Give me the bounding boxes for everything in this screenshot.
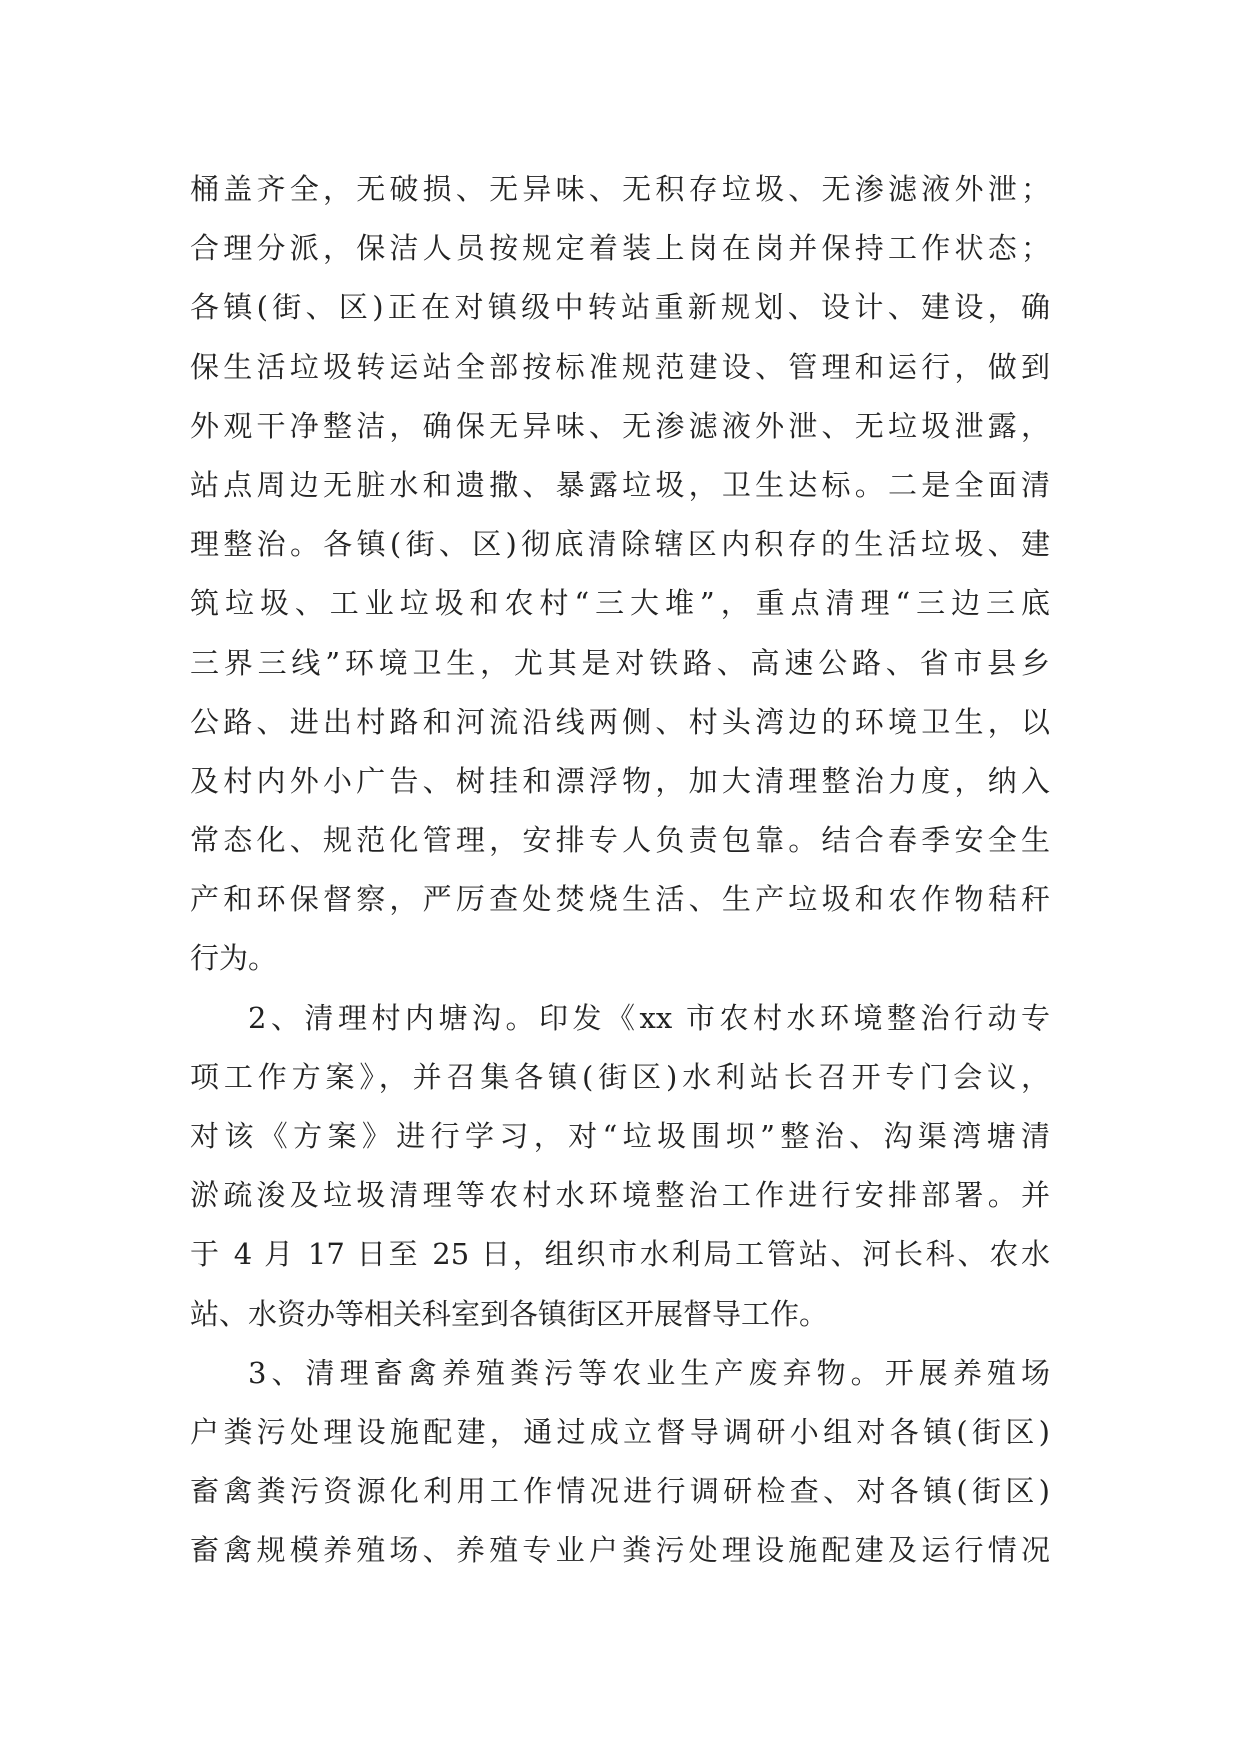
- text-line: 对该《方案》进行学习，对“垃圾围坝”整治、沟渠湾塘清: [190, 1119, 1050, 1153]
- text-line: 各镇(街、区)正在对镇级中转站重新规划、设计、建设，确: [190, 290, 1050, 325]
- text-line: 站、水资办等相关科室到各镇街区开展督导工作。: [190, 1296, 829, 1331]
- text-line: 产和环保督察，严厉查处焚烧生活、生产垃圾和农作物秸秆: [190, 882, 1050, 917]
- text-line: 常态化、规范化管理，安排专人负责包靠。结合春季安全生: [190, 823, 1050, 858]
- text-line: 户粪污处理设施配建，通过成立督导调研小组对各镇(街区): [190, 1414, 1050, 1449]
- text-line: 公路、进出村路和河流沿线两侧、村头湾边的环境卫生，以: [190, 704, 1050, 739]
- text-line: 筑垃圾、工业垃圾和农村“三大堆”，重点清理“三边三底: [190, 586, 1050, 621]
- paragraph-start-line: 2、清理村内塘沟。印发《xx 市农村水环境整治行动专: [248, 1000, 1050, 1035]
- paragraph-start-line: 3、清理畜禽养殖粪污等农业生产废弃物。开展养殖场: [248, 1355, 1050, 1390]
- text-line: 行为。: [190, 941, 278, 976]
- text-line: 合理分派，保洁人员按规定着装上岗在岗并保持工作状态；: [190, 231, 1050, 266]
- text-line: 及村内外小广告、树挂和漂浮物，加大清理整治力度，纳入: [190, 763, 1050, 798]
- text-line: 项工作方案》，并召集各镇(街区)水利站长召开专门会议，: [190, 1059, 1050, 1094]
- text-line: 站点周边无脏水和遗撒、暴露垃圾，卫生达标。二是全面清: [190, 467, 1050, 502]
- body-text: [190, 160, 1050, 1581]
- text-line: 外观干净整洁，确保无异味、无渗滤液外泄、无垃圾泄露，: [190, 408, 1050, 443]
- text-line: 畜禽规模养殖场、养殖专业户粪污处理设施配建及运行情况: [190, 1533, 1050, 1568]
- text-line: 淤疏浚及垃圾清理等农村水环境整治工作进行安排部署。并: [190, 1178, 1050, 1213]
- text-line: 理整治。各镇(街、区)彻底清除辖区内积存的生活垃圾、建: [190, 527, 1050, 562]
- text-line: 桶盖齐全，无破损、无异味、无积存垃圾、无渗滤液外泄；: [190, 172, 1050, 206]
- text-line: 保生活垃圾转运站全部按标准规范建设、管理和运行，做到: [190, 349, 1050, 384]
- text-line: 于 4 月 17 日至 25 日，组织市水利局工管站、河长科、农水: [190, 1237, 1050, 1272]
- text-line: 三界三线”环境卫生，尤其是对铁路、高速公路、省市县乡: [190, 645, 1050, 680]
- text-line: 畜禽粪污资源化利用工作情况进行调研检查、对各镇(街区): [190, 1474, 1050, 1509]
